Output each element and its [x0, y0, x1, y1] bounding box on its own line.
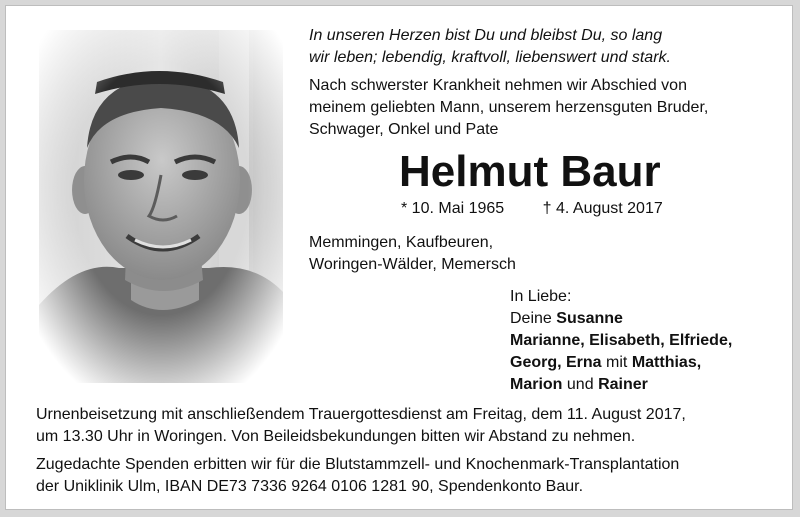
family-signature: [510, 286, 780, 396]
intro-line: meinem geliebten Mann, unserem herzensguten Bruder,: [309, 99, 709, 116]
family-line-siblings: [510, 330, 780, 352]
funeral-line: um 13.30 Uhr in Woringen. Von Beileidsbekundungen bitten wir Abstand zu nehmen.: [36, 428, 636, 445]
places-line: Memmingen, Kaufbeuren,: [309, 234, 494, 251]
family-line-georg: [510, 352, 780, 374]
places-line: Woringen-Wälder, Memersch: [309, 256, 516, 273]
donation-line: Zugedachte Spenden erbitten wir für die Blutstammzell- und Knochenmark-Transplantation: [36, 456, 680, 473]
deceased-name: Helmut Baur: [399, 147, 661, 196]
life-dates: [401, 198, 731, 220]
marion-name: Marion: [510, 376, 563, 393]
rainer-name: Rainer: [598, 376, 648, 393]
funeral-line: Urnenbeisetzung mit anschließendem Trauergottesdienst am Freitag, dem 11. August 2017,: [36, 406, 686, 423]
family-intro: In Liebe:: [510, 288, 572, 305]
georg-erna-names: Georg, Erna: [510, 354, 602, 371]
family-line-marion: [510, 374, 780, 396]
donation-info: [36, 454, 764, 498]
wife-name: Susanne: [556, 310, 623, 327]
farewell-intro: [309, 75, 767, 141]
sibling-names: Marianne, Elisabeth, Elfriede,: [510, 332, 733, 349]
memorial-quote: [309, 25, 769, 69]
birth-date: * 10. Mai 1965: [401, 200, 505, 217]
deine-label: Deine: [510, 310, 552, 327]
death-date: † 4. August 2017: [542, 200, 663, 217]
quote-line: wir leben; lebendig, kraftvoll, liebenswert und stark.: [309, 49, 671, 66]
quote-line: In unseren Herzen bist Du und bleibst Du, so lang: [309, 27, 663, 44]
portrait-photo: [39, 30, 283, 383]
und-label: und: [566, 376, 594, 393]
donation-line: der Uniklinik Ulm, IBAN DE73 7336 9264 0106 1281 90, Spendenkonto Baur.: [36, 478, 584, 495]
intro-line: Nach schwerster Krankheit nehmen wir Abschied von: [309, 77, 687, 94]
mit-label: mit: [606, 354, 628, 371]
places: [309, 232, 609, 276]
family-line-wife: [510, 308, 780, 330]
intro-line: Schwager, Onkel und Pate: [309, 121, 499, 138]
obituary-notice: [5, 5, 793, 510]
funeral-info: [36, 404, 764, 448]
matthias-name: Matthias,: [631, 354, 702, 371]
